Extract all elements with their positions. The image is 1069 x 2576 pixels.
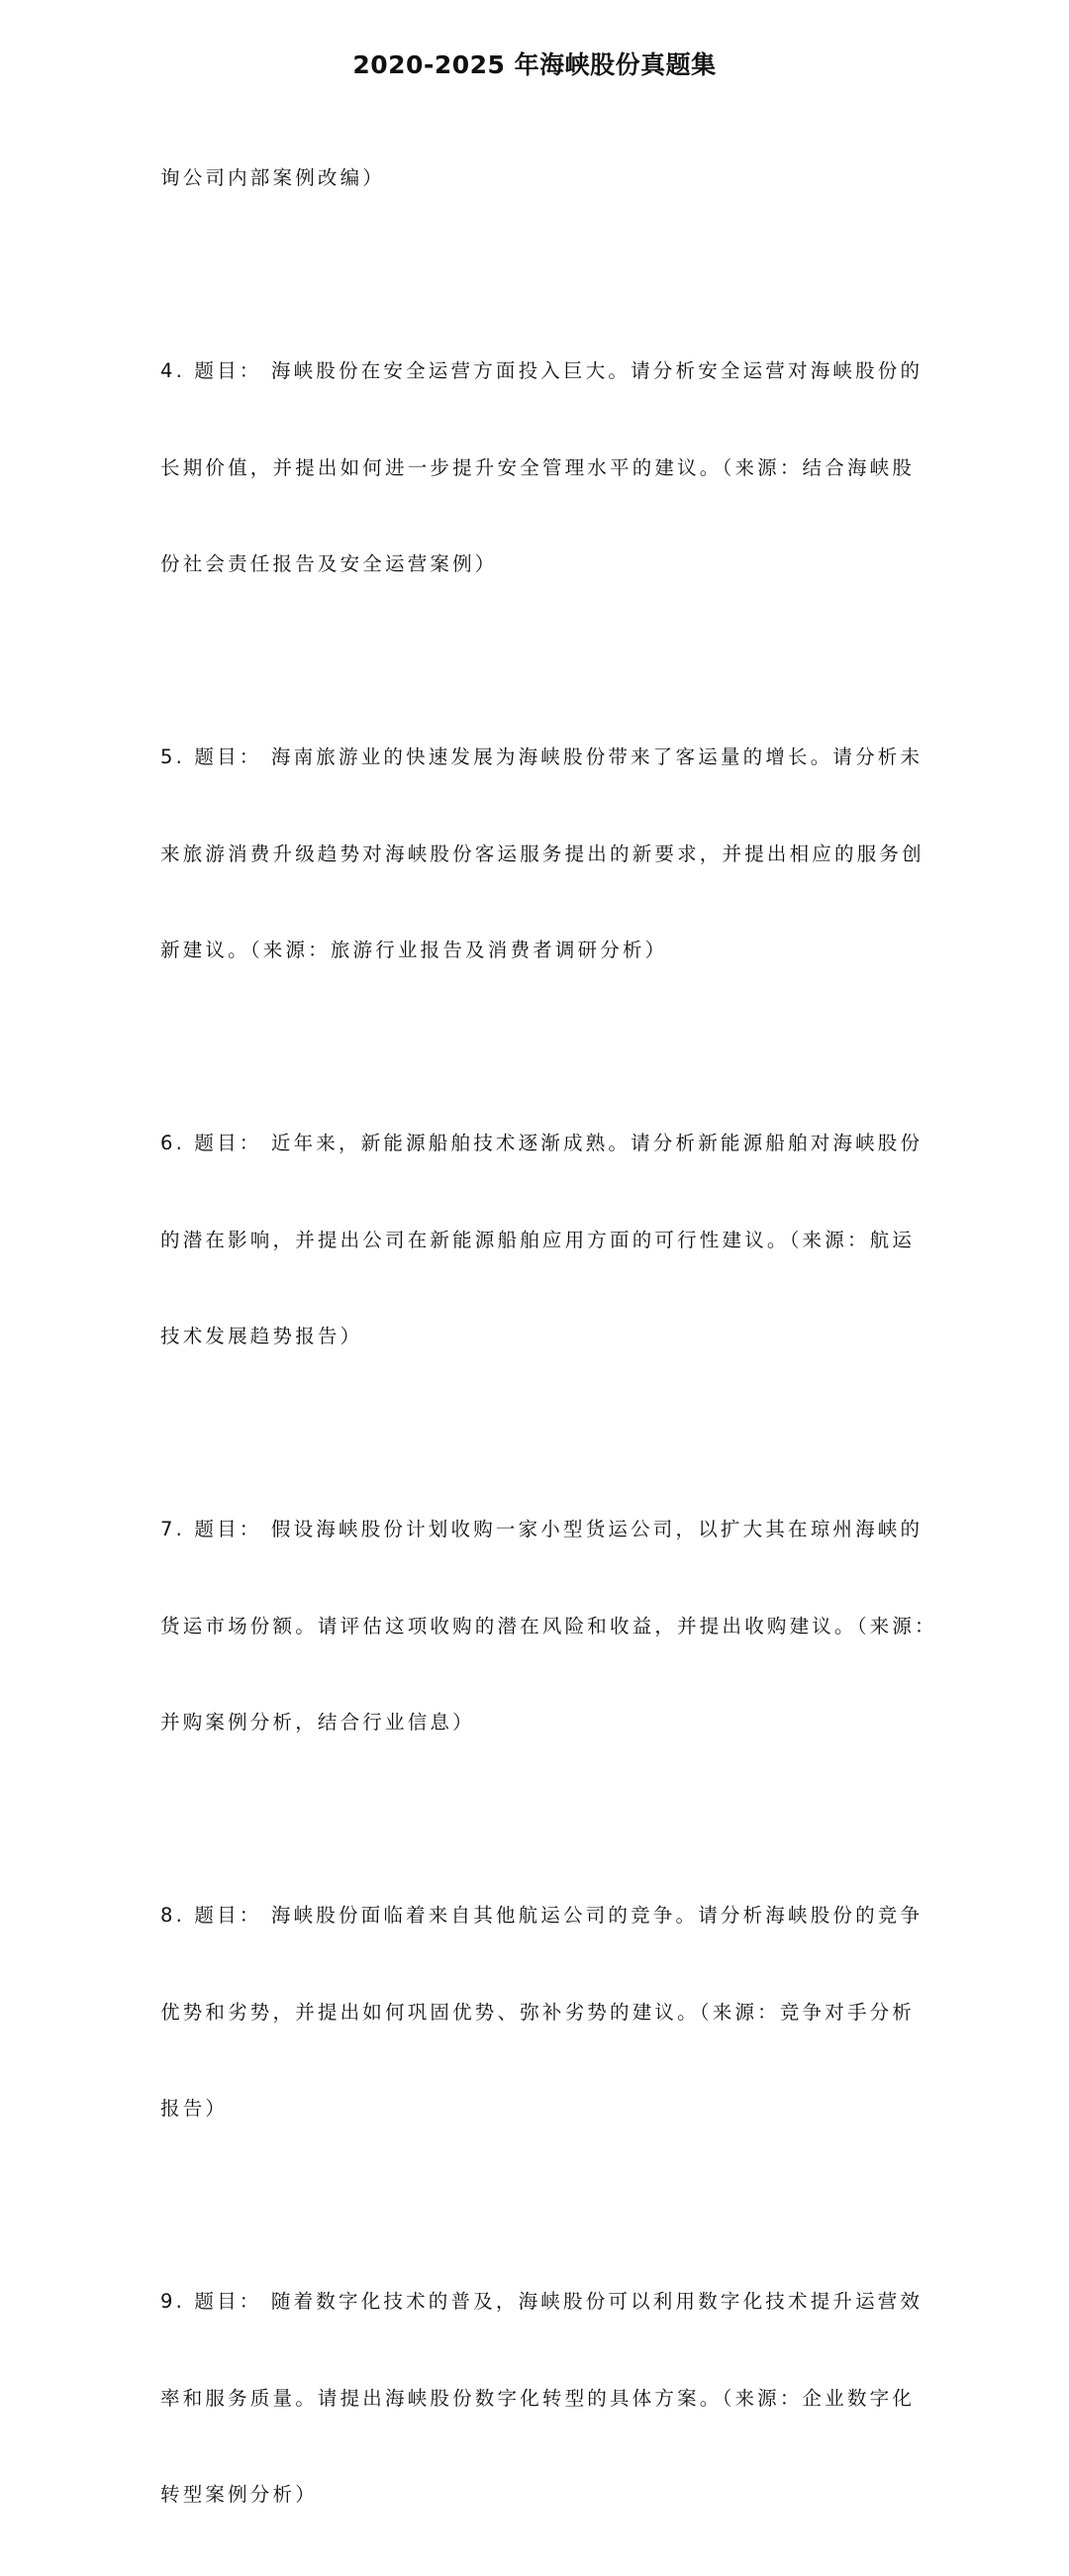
question-9 <box>160 2222 932 2576</box>
paragraph-gap <box>160 1804 932 1836</box>
paragraph-gap <box>160 645 932 678</box>
paragraph-gap <box>160 2190 932 2223</box>
paragraph-gap <box>160 1032 932 1064</box>
text-line: 技术发展趋势报告） <box>160 1325 363 1347</box>
question-5 <box>160 677 932 1032</box>
text-line: 率和服务质量。请提出海峡股份数字化转型的具体方案。（来源：企业数字化 <box>160 2386 916 2410</box>
paragraph-gap <box>160 1418 932 1450</box>
text-line: 6. 题目： 近年来，新能源船舶技术逐渐成熟。请分析新能源船舶对海峡股份 <box>160 1132 923 1154</box>
question-4 <box>160 291 932 645</box>
document-title: 2020-2025 年海峡股份真题集 <box>352 50 717 79</box>
text-line: 7. 题目： 假设海峡股份计划收购一家小型货运公司，以扩大其在琼州海峡的 <box>160 1518 923 1540</box>
question-6 <box>160 1063 932 1418</box>
text-line: 并购案例分析，结合行业信息） <box>160 1711 475 1734</box>
text-line: 5. 题目： 海南旅游业的快速发展为海峡股份带来了客运量的增长。请分析未 <box>160 745 923 768</box>
text-line: 新建议。（来源：旅游行业报告及消费者调研分析） <box>160 939 668 961</box>
paragraph-gap <box>160 259 932 292</box>
text-line: 询公司内部案例改编） <box>160 166 386 189</box>
question-7 <box>160 1449 937 1804</box>
text-line: 4. 题目： 海峡股份在安全运营方面投入巨大。请分析安全运营对海峡股份的 <box>160 359 923 382</box>
text-line: 来旅游消费升级趋势对海峡股份客运服务提出的新要求，并提出相应的服务创 <box>160 842 924 865</box>
text-line: 货运市场份额。请评估这项收购的潜在风险和收益，并提出收购建议。（来源： <box>160 1614 937 1637</box>
text-line: 转型案例分析） <box>160 2483 318 2506</box>
text-line: 份社会责任报告及安全运营案例） <box>160 552 498 575</box>
text-line: 优势和劣势，并提出如何巩固优势、弥补劣势的建议。（来源：竞争对手分析 <box>160 2000 916 2024</box>
text-line: 8. 题目： 海峡股份面临着来自其他航运公司的竞争。请分析海峡股份的竞争 <box>160 1904 923 1927</box>
text-line: 的潜在影响，并提出公司在新能源船舶应用方面的可行性建议。（来源：航运 <box>160 1228 916 1251</box>
text-line: 9. 题目： 随着数字化技术的普及，海峡股份可以利用数字化技术提升运营效 <box>160 2290 923 2313</box>
text-line: 报告） <box>160 2097 229 2120</box>
question-8 <box>160 1835 932 2190</box>
document-body <box>160 98 937 2576</box>
text-line: 长期价值，并提出如何进一步提升安全管理水平的建议。（来源：结合海峡股 <box>160 455 916 479</box>
paragraph-continuation <box>160 98 932 259</box>
